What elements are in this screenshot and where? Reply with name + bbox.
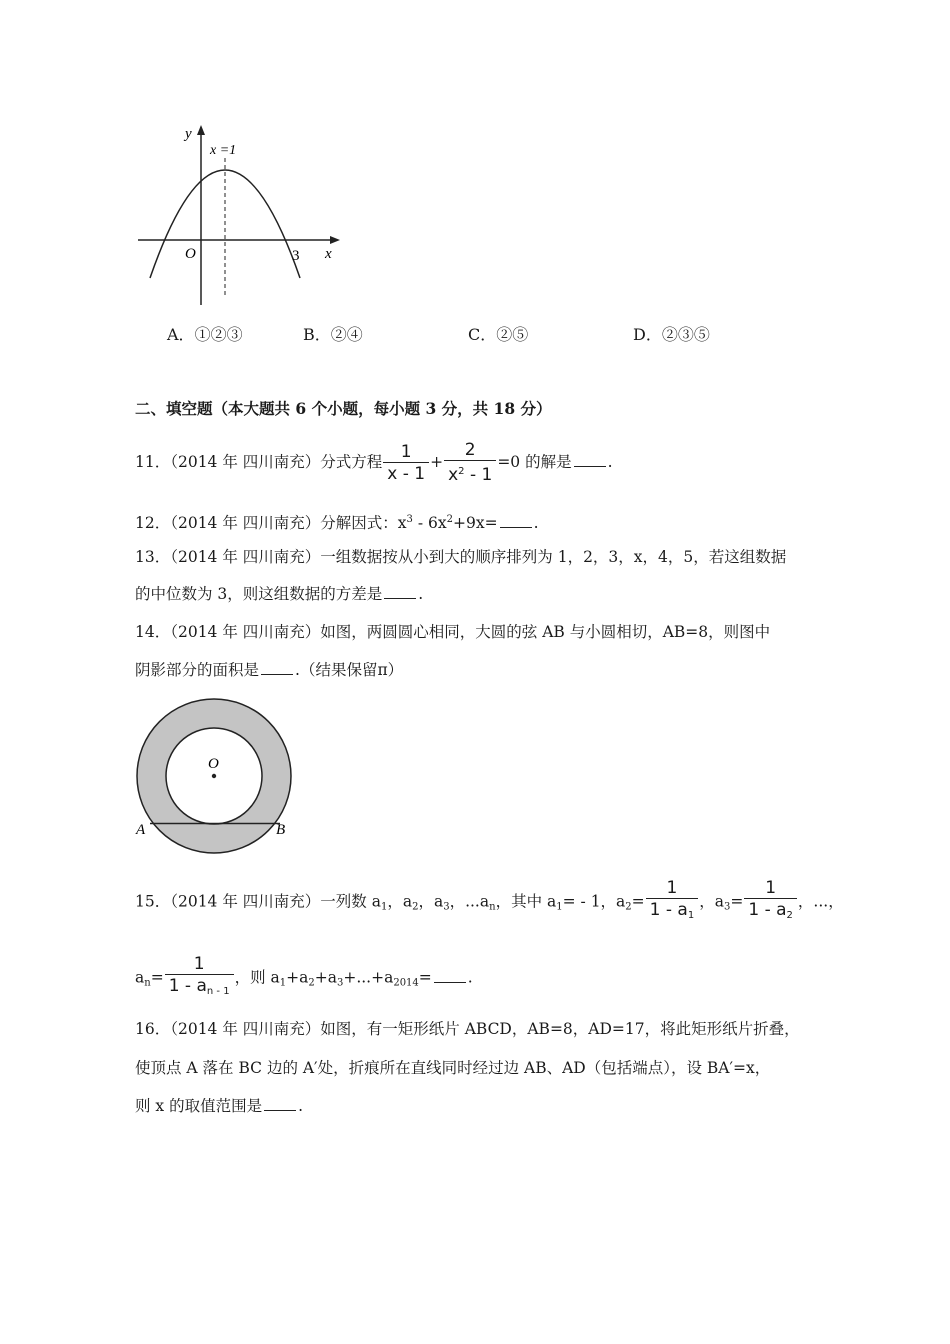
option-b-letter: B． xyxy=(303,325,331,344)
q12-exp-2: 2 xyxy=(446,514,453,525)
q15-fa2-num: 1 xyxy=(666,878,678,898)
q11-suffix: =0 的解是 xyxy=(497,453,572,471)
option-c xyxy=(468,322,528,345)
q15-p2: +a xyxy=(314,968,337,987)
q15-eq-3: = xyxy=(150,968,164,987)
q11-f2-den-tail: - 1 xyxy=(464,465,493,485)
q11-end: . xyxy=(607,453,613,471)
q11-f2-den xyxy=(444,460,496,486)
option-b-value: ②④ xyxy=(330,325,363,344)
q11-fraction-1 xyxy=(383,442,429,485)
q15-sub-2: 2 xyxy=(412,901,419,913)
option-d xyxy=(633,322,710,345)
question-11 xyxy=(135,440,613,486)
question-13-line-1: 13．（2014 年 四川南充）一组数据按从小到大的顺序排列为 1，2，3，x，4，5，若这组数据 xyxy=(135,548,787,566)
q15-fan-den xyxy=(165,974,234,1003)
q15-p1: +a xyxy=(286,968,309,987)
option-a-value: ①②③ xyxy=(194,325,243,344)
root-label: 3 xyxy=(292,248,300,264)
q11-fraction-2 xyxy=(444,440,496,486)
q15-prefix: 15．（2014 年 四川南充）一列数 a xyxy=(135,892,381,911)
option-d-letter: D． xyxy=(633,325,662,344)
q15-sub-1: 1 xyxy=(380,901,388,913)
question-14-line-2 xyxy=(135,659,403,681)
origin-label: O xyxy=(185,246,196,262)
q11-plus: + xyxy=(430,453,444,471)
q12-exp-1: 3 xyxy=(406,514,413,525)
q15-c6: ，a xyxy=(699,892,724,911)
q11-answer-blank[interactable] xyxy=(574,452,606,467)
question-15-line-2 xyxy=(135,954,473,1003)
y-axis-arrow xyxy=(197,125,205,135)
q15-c7: ，...， xyxy=(797,892,844,911)
center-label: O xyxy=(208,756,219,772)
center-dot xyxy=(212,774,216,778)
question-14-line-1: 14．（2014 年 四川南充）如图，两圆圆心相同，大圆的弦 AB 与小圆相切，AB=8，则图中 xyxy=(135,623,771,641)
q15-fa3-num: 1 xyxy=(765,878,777,898)
q15-sub-n: n xyxy=(489,901,496,913)
q11-f1-den: x - 1 xyxy=(383,462,429,485)
x-label: x xyxy=(325,246,332,262)
q12-prefix: 12．（2014 年 四川南充）分解因式：x xyxy=(135,514,407,532)
q11-f1-num: 1 xyxy=(400,441,412,462)
circles-figure xyxy=(130,696,300,858)
q15-t3: 3 xyxy=(336,977,344,989)
q15-fa3-den-pre: 1 - a xyxy=(748,900,787,920)
q15-fan-num: 1 xyxy=(193,954,205,974)
q15-c3: ，...a xyxy=(449,892,490,911)
option-c-letter: C． xyxy=(468,325,497,344)
question-16-line-2: 使顶点 A 落在 BC 边的 A′处，折痕所在直线同时经过边 AB、AD（包括端点），设 BA′=x， xyxy=(135,1059,771,1077)
x-axis-arrow xyxy=(330,236,340,244)
q15-fa2-den-sub: 1 xyxy=(687,910,695,921)
option-a-letter: A． xyxy=(167,325,195,344)
question-13-line-2 xyxy=(135,583,423,605)
q15-t2014: 2014 xyxy=(393,977,419,989)
option-b xyxy=(303,322,363,345)
q15-sub-3: 3 xyxy=(443,901,450,913)
q15-fa3-den xyxy=(744,898,797,927)
q15-fan-den-sub: n - 1 xyxy=(206,986,230,997)
q15-eq-1: = xyxy=(631,892,645,911)
option-c-value: ②⑤ xyxy=(496,325,529,344)
q15-sub-2b: 2 xyxy=(625,901,632,913)
q15-fan-den-pre: 1 - a xyxy=(168,976,207,996)
q11-prefix: 11．（2014 年 四川南充）分式方程 xyxy=(135,453,383,471)
question-16-line-1: 16．（2014 年 四川南充）如图，有一矩形纸片 ABCD，AB=8，AD=17，将此矩形纸片折叠， xyxy=(135,1020,800,1038)
q15-eq-2: = xyxy=(730,892,744,911)
q16-answer-blank[interactable] xyxy=(264,1096,296,1111)
option-d-value: ②③⑤ xyxy=(661,325,710,344)
q15-t1: 1 xyxy=(279,977,287,989)
q11-f2-den-base: x xyxy=(448,465,459,485)
q15-fraction-a3 xyxy=(744,878,797,927)
q11-f2-den-exp: 2 xyxy=(458,466,465,477)
q13-answer-blank[interactable] xyxy=(384,584,416,599)
section-title: 二、填空题（本大题共 6 个小题，每小题 3 分，共 18 分） xyxy=(135,399,552,418)
question-16-line-3 xyxy=(135,1095,303,1117)
q15-sub-1b: 1 xyxy=(556,901,563,913)
q15-t2: 2 xyxy=(308,977,315,989)
q15-dots: +...+a xyxy=(343,968,394,987)
q16-line3: 则 x 的取值范围是 xyxy=(135,1097,263,1115)
q12-end: . xyxy=(533,514,539,532)
symmetry-label: x =1 xyxy=(210,143,237,158)
q13-end: . xyxy=(418,585,424,603)
q15-c5: = - 1，a xyxy=(562,892,626,911)
q12-answer-blank[interactable] xyxy=(500,513,532,528)
q15-sub-3b: 3 xyxy=(723,901,731,913)
q16-end: . xyxy=(298,1097,304,1115)
q15-l2-mid: ，则 a xyxy=(234,968,280,987)
q15-answer-blank[interactable] xyxy=(434,968,466,983)
q15-c2: ，a xyxy=(418,892,444,911)
point-b-label: B xyxy=(276,822,286,838)
q14-line2b: .（结果保留π） xyxy=(295,661,404,679)
parabola-figure xyxy=(130,120,350,310)
q15-l2-sub-n: n xyxy=(144,977,151,989)
q14-line2a: 阴影部分的面积是 xyxy=(135,661,260,679)
q12-mid: - 6x xyxy=(412,514,447,532)
q15-l2-a: a xyxy=(135,968,145,987)
q15-fa2-den-pre: 1 - a xyxy=(649,900,688,920)
q15-c4: ，其中 a xyxy=(495,892,557,911)
q15-fa3-den-sub: 2 xyxy=(786,910,793,921)
q15-fa2-den xyxy=(646,898,699,927)
q15-fraction-an xyxy=(165,954,234,1003)
option-a xyxy=(167,322,243,345)
q15-end: . xyxy=(467,968,473,987)
q15-c1: ，a xyxy=(387,892,413,911)
q14-answer-blank[interactable] xyxy=(261,660,293,675)
question-15-line-1 xyxy=(135,878,844,927)
y-label: y xyxy=(185,126,192,142)
q13-line2: 的中位数为 3，则这组数据的方差是 xyxy=(135,585,383,603)
q15-eq-4: = xyxy=(418,968,432,987)
q12-tail: +9x= xyxy=(452,514,498,532)
q15-fraction-a2 xyxy=(646,878,699,927)
q11-f2-num: 2 xyxy=(464,440,476,460)
question-12 xyxy=(135,509,539,534)
point-a-label: A xyxy=(136,822,146,838)
